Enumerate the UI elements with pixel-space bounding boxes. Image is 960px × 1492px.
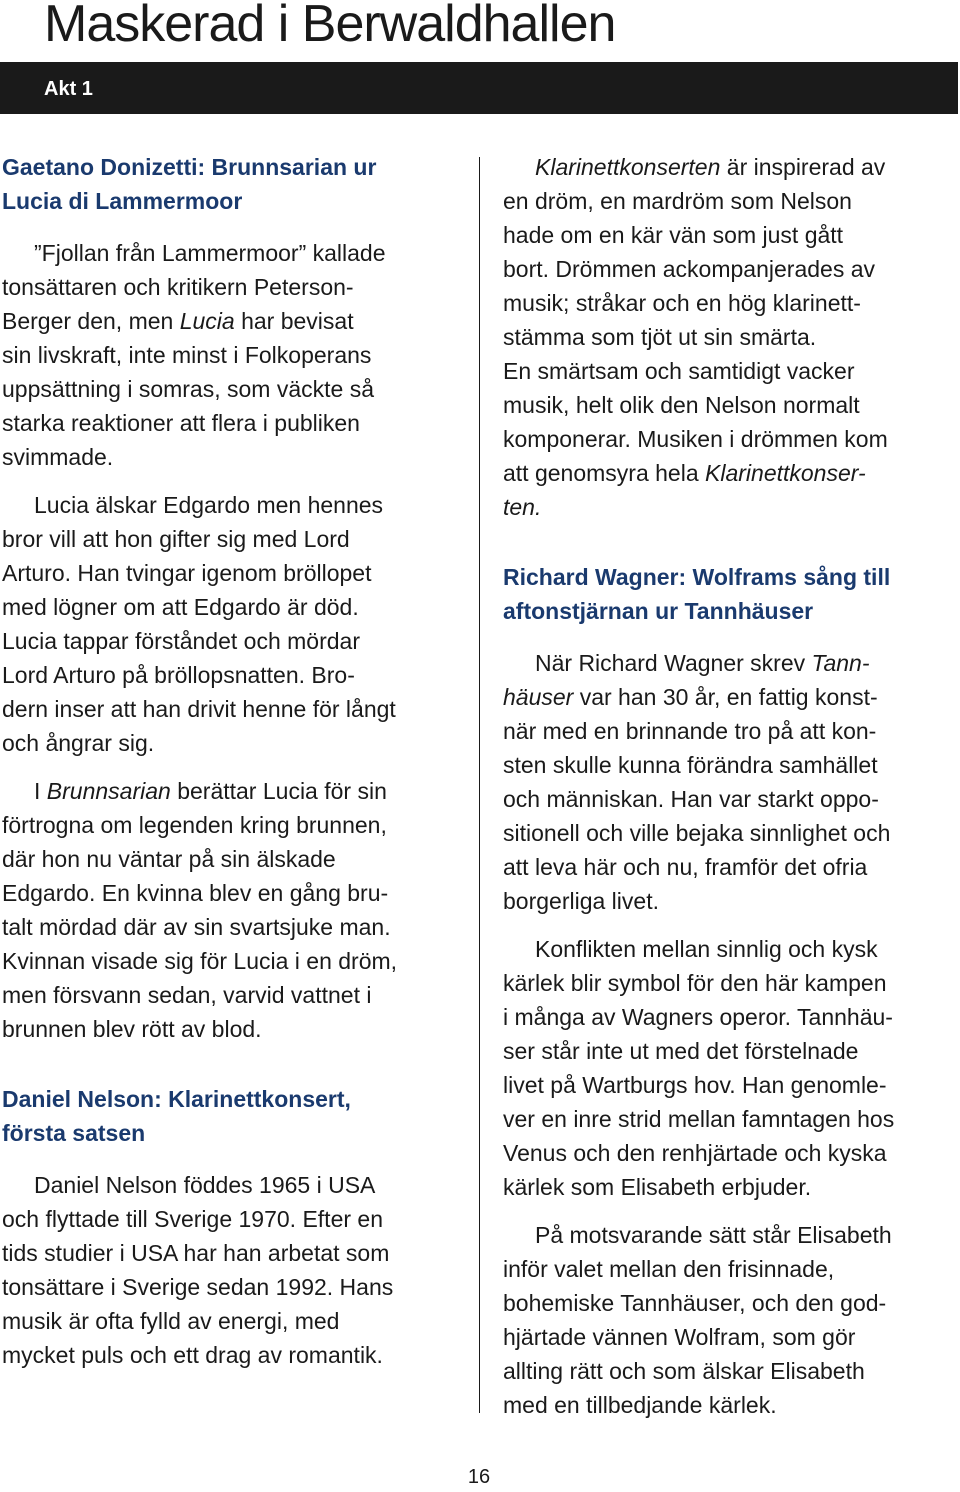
text-line: musik är ofta fylld av energi, med (2, 1308, 340, 1334)
text-line: och människan. Han var starkt oppo- (503, 786, 879, 812)
work-title: Brunnsarian (46, 778, 171, 804)
text-line: En smärtsam och samtidigt vacker (503, 358, 855, 384)
work-title: Klarinettkonserten (535, 154, 721, 180)
text-line: med lögner om att Edgardo är död. (2, 594, 359, 620)
heading-line: Daniel Nelson: Klarinettkonsert, (2, 1086, 351, 1112)
work-title: Tann- (811, 650, 870, 676)
paragraph-lucia-plot (2, 488, 462, 760)
text-line: sin livskraft, inte minst i Folkoperans (2, 342, 372, 368)
paragraph-konflikten (503, 932, 958, 1204)
text-line: livet på Wartburgs hov. Han genomle- (503, 1072, 887, 1098)
act-header-bar (0, 62, 958, 114)
text-line: talt mördad där av sin svartsjuke man. (2, 914, 391, 940)
text-line: ”Fjollan från Lammermoor” kallade (34, 240, 386, 266)
text-line: där hon nu väntar på sin älskade (2, 846, 336, 872)
text-line: häuser var han 30 år, en fattig konst- (503, 684, 878, 710)
work-title: Klarinettkonser- (705, 460, 866, 486)
text-line: komponerar. Musiken i drömmen kom (503, 426, 888, 452)
text-line: förtrogna om legenden kring brunnen, (2, 812, 387, 838)
text-line: När Richard Wagner skrev Tann- (535, 650, 870, 676)
text-line: Kvinnan visade sig för Lucia i en dröm, (2, 948, 398, 974)
text-line: I Brunnsarian berättar Lucia för sin (34, 778, 387, 804)
right-column (503, 150, 958, 1436)
text-line: tids studier i USA har han arbetat som (2, 1240, 390, 1266)
text-line: och flyttade till Sverige 1970. Efter en (2, 1206, 383, 1232)
heading-line: Gaetano Donizetti: Brunnsarian ur (2, 154, 377, 180)
work-title: häuser (503, 684, 574, 710)
text-line (503, 490, 958, 524)
text-line: tonsättare i Sverige sedan 1992. Hans (2, 1274, 394, 1300)
text-line: Daniel Nelson föddes 1965 i USA (34, 1172, 376, 1198)
text-line: På motsvarande sätt står Elisabeth (535, 1222, 892, 1248)
text-line: hjärtade vännen Wolfram, som gör (503, 1324, 856, 1350)
text-line: musik; stråkar och en hög klarinett- (503, 290, 861, 316)
text-line: inför valet mellan den frisinnade, (503, 1256, 835, 1282)
section-heading-donizetti (2, 150, 462, 218)
text-line: Edgardo. En kvinna blev en gång bru- (2, 880, 389, 906)
paragraph-elisabeth (503, 1218, 958, 1422)
text-line: Lucia tappar förståndet och mördar (2, 628, 360, 654)
section-heading-wagner (503, 560, 958, 628)
text-line: Arturo. Han tvingar igenom bröllopet (2, 560, 372, 586)
text-line: uppsättning i somras, som väckte så (2, 376, 374, 402)
paragraph-brunnsarian (2, 774, 462, 1046)
text-line: dern inser att han drivit henne för långt (2, 696, 396, 722)
text-line: Lucia älskar Edgardo men hennes (34, 492, 384, 518)
text-line: i många av Wagners operor. Tannhäu- (503, 1004, 893, 1030)
text-line: kärlek blir symbol för den här kampen (503, 970, 887, 996)
text-line: ver en inre strid mellan famntagen hos (503, 1106, 895, 1132)
text-line: när med en brinnande tro på att kon- (503, 718, 877, 744)
text-line: hade om en kär vän som just gått (503, 222, 844, 248)
text-line: borgerliga livet. (503, 888, 659, 914)
heading-line: Lucia di Lammermoor (2, 188, 243, 214)
act-label: Akt 1 (44, 78, 93, 100)
text-line: stämma som tjöt ut sin smärta. (503, 324, 817, 350)
text-line: brunnen blev rött av blod. (2, 1016, 262, 1042)
text-line: bror vill att hon gifter sig med Lord (2, 526, 350, 552)
text-line: Klarinettkonserten är inspirerad av (535, 154, 886, 180)
text-line: Berger den, men Lucia har bevisat (2, 308, 354, 334)
left-column (2, 150, 462, 1386)
heading-line: aftonstjärnan ur Tannhäuser (503, 598, 814, 624)
page-title: Maskerad i Berwaldhallen (44, 0, 616, 53)
text-line: bohemiske Tannhäuser, och den god- (503, 1290, 887, 1316)
text-line: Lord Arturo på bröllopsnatten. Bro- (2, 662, 355, 688)
text-line: sitionell och ville bejaka sinnlighet och (503, 820, 891, 846)
text-line: starka reaktioner att flera i publiken (2, 410, 360, 436)
text-line: tonsättaren och kritikern Peterson- (2, 274, 354, 300)
paragraph-klarinettkonserten (503, 150, 958, 524)
page-number: 16 (467, 1466, 491, 1488)
text-line: mycket puls och ett drag av romantik. (2, 1342, 383, 1368)
text-line: sten skulle kunna förändra samhället (503, 752, 878, 778)
heading-line: första satsen (2, 1120, 146, 1146)
text-line: och ångrar sig. (2, 730, 155, 756)
text-line: en dröm, en mardröm som Nelson (503, 188, 852, 214)
work-title: ten. (503, 494, 542, 520)
text-line: med en tillbedjande kärlek. (503, 1392, 777, 1418)
text-line: kärlek som Elisabeth erbjuder. (503, 1174, 812, 1200)
paragraph-wagner-intro (503, 646, 958, 918)
text-line: ser står inte ut med det förstelnade (503, 1038, 859, 1064)
text-line: att leva här och nu, framför det ofria (503, 854, 868, 880)
text-line: att genomsyra hela Klarinettkonser- (503, 460, 866, 486)
column-divider (479, 157, 480, 1413)
text-line: Venus och den renhjärtade och kyska (503, 1140, 887, 1166)
text-line: bort. Drömmen ackompanjerades av (503, 256, 875, 282)
text-line: svimmade. (2, 444, 114, 470)
text-line: Konflikten mellan sinnlig och kysk (535, 936, 878, 962)
section-heading-nelson (2, 1082, 462, 1150)
text-line: men försvann sedan, varvid vattnet i (2, 982, 372, 1008)
text-line: musik, helt olik den Nelson normalt (503, 392, 860, 418)
heading-line: Richard Wagner: Wolframs sång till (503, 564, 891, 590)
paragraph-nelson-bio (2, 1168, 462, 1372)
text-line: allting rätt och som älskar Elisabeth (503, 1358, 865, 1384)
paragraph-fjollan (2, 236, 462, 474)
work-title: Lucia (179, 308, 235, 334)
